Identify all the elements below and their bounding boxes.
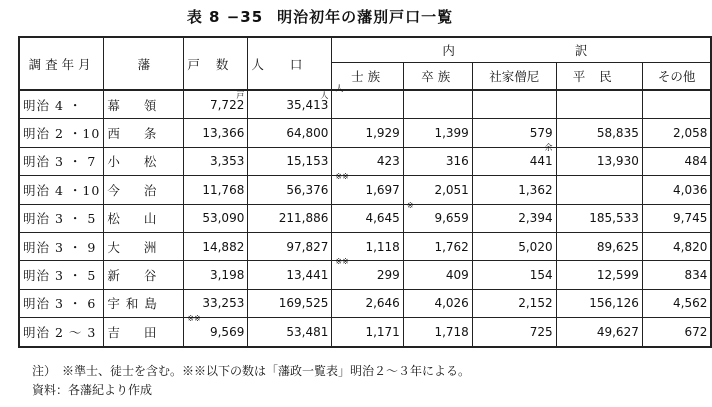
- population-table: [18, 36, 712, 348]
- table-row: [19, 90, 711, 119]
- header-date: 調査年月: [19, 37, 104, 90]
- cell-heimin: [556, 176, 642, 204]
- table-title: [0, 6, 640, 27]
- cell-han: 宇和島: [104, 289, 184, 317]
- cell-heimin: 89,625: [556, 232, 642, 260]
- unit-households: 戸: [236, 91, 245, 100]
- cell-heimin: 156,126: [556, 289, 642, 317]
- header-breakdown: 内訳: [332, 37, 712, 63]
- cell-shizoku: 1,929: [332, 119, 403, 147]
- cell-households: 13,366: [184, 119, 248, 147]
- table-caption: 明治初年の藩別戸口一覧: [277, 8, 454, 26]
- cell-date: 明治 3 ・ 7: [19, 147, 104, 175]
- cell-shake: 579 余: [472, 119, 556, 147]
- cell-population: 56,376: [248, 176, 332, 204]
- table-row: [19, 176, 711, 204]
- footnote: 注） ※準士、徒士を含む。※※以下の数は「藩政一覧表」明治２〜３年による。: [32, 364, 471, 378]
- cell-other: 4,562: [642, 289, 711, 317]
- cell-households: 33,253 ※※: [184, 289, 248, 317]
- cell-heimin: [556, 90, 642, 119]
- cell-shake: 725: [472, 318, 556, 347]
- table-notes: [32, 362, 470, 400]
- cell-households: 14,882: [184, 232, 248, 260]
- cell-han: 新谷: [104, 261, 184, 289]
- cell-shake: [472, 90, 556, 119]
- cell-han: 西条: [104, 119, 184, 147]
- cell-sotsuzoku: 1,718: [403, 318, 472, 347]
- cell-households: 3,198: [184, 261, 248, 289]
- cell-han: 大洲: [104, 232, 184, 260]
- cell-heimin: 13,930: [556, 147, 642, 175]
- cell-other: 672: [642, 318, 711, 347]
- cell-shizoku: 2,646: [332, 289, 403, 317]
- cell-households: 3,353: [184, 147, 248, 175]
- table-row: [19, 289, 711, 317]
- cell-shizoku: 1,697: [332, 176, 403, 204]
- double-asterisk-mark: ※※: [335, 257, 349, 267]
- cell-population: 211,886: [248, 204, 332, 232]
- cell-han: 吉田: [104, 318, 184, 347]
- cell-sotsuzoku: 2,051 ※: [403, 176, 472, 204]
- cell-shizoku: 423 ※※: [332, 147, 403, 175]
- header-shake: 社家僧尼: [472, 63, 556, 91]
- cell-shizoku: 4,645: [332, 204, 403, 232]
- cell-date: 明治 3 ・ 5: [19, 261, 104, 289]
- unit-shizoku: 人: [335, 84, 344, 93]
- cell-shake: 154: [472, 261, 556, 289]
- double-asterisk-mark: ※※: [335, 172, 349, 182]
- cell-heimin: 185,533: [556, 204, 642, 232]
- cell-date: 明治 3 ・ 6: [19, 289, 104, 317]
- table-row: [19, 204, 711, 232]
- table-row: [19, 147, 711, 175]
- source-note: 資料：各藩紀より作成: [32, 383, 153, 397]
- header-heimin: 平民: [556, 63, 642, 91]
- cell-other: 4,820: [642, 232, 711, 260]
- cell-other: 484: [642, 147, 711, 175]
- cell-population: 97,827: [248, 232, 332, 260]
- table-row: [19, 119, 711, 147]
- table-row: [19, 232, 711, 260]
- cell-date: 明治 2 ・10: [19, 119, 104, 147]
- cell-shake: 5,020: [472, 232, 556, 260]
- table-row: [19, 318, 711, 347]
- cell-other: 4,036: [642, 176, 711, 204]
- cell-han: 幕領: [104, 90, 184, 119]
- cell-shake: 1,362: [472, 176, 556, 204]
- cell-other: [642, 90, 711, 119]
- remainder-mark: 余: [544, 142, 553, 152]
- cell-population: 人 35,413: [248, 90, 332, 119]
- cell-households: 11,768: [184, 176, 248, 204]
- cell-households: 9,569: [184, 318, 248, 347]
- cell-other: 834: [642, 261, 711, 289]
- cell-sotsuzoku: 1,399: [403, 119, 472, 147]
- cell-han: 今治: [104, 176, 184, 204]
- header-other: その他: [642, 63, 711, 91]
- header-shizoku: 士族: [332, 63, 403, 91]
- cell-date: 明治 3 ・ 9: [19, 232, 104, 260]
- cell-shake: 441: [472, 147, 556, 175]
- cell-sotsuzoku: 409: [403, 261, 472, 289]
- cell-population: 13,441: [248, 261, 332, 289]
- double-asterisk-mark: ※※: [187, 314, 201, 324]
- cell-heimin: 12,599: [556, 261, 642, 289]
- header-households: 戸数: [184, 37, 248, 90]
- cell-heimin: 58,835: [556, 119, 642, 147]
- cell-population: 15,153: [248, 147, 332, 175]
- cell-sotsuzoku: 9,659: [403, 204, 472, 232]
- cell-han: 松山: [104, 204, 184, 232]
- cell-population: 53,481: [248, 318, 332, 347]
- cell-sotsuzoku: 1,762: [403, 232, 472, 260]
- cell-shizoku: 299: [332, 261, 403, 289]
- unit-population: 人: [320, 91, 329, 100]
- header-sotsuzoku: 卒族: [403, 63, 472, 91]
- cell-population: 64,800: [248, 119, 332, 147]
- cell-sotsuzoku: [403, 90, 472, 119]
- cell-shizoku: 1,171: [332, 318, 403, 347]
- cell-population: 169,525: [248, 289, 332, 317]
- cell-date: 明治 4 ・: [19, 90, 104, 119]
- cell-other: 2,058: [642, 119, 711, 147]
- cell-shake: 2,152: [472, 289, 556, 317]
- cell-shizoku: [332, 84, 403, 119]
- cell-date: 明治 4 ・10: [19, 176, 104, 204]
- table-row: [19, 261, 711, 289]
- cell-han: 小松: [104, 147, 184, 175]
- cell-heimin: 49,627: [556, 318, 642, 347]
- cell-sotsuzoku: 316: [403, 147, 472, 175]
- cell-date: 明治 3 ・ 5: [19, 204, 104, 232]
- header-han: 藩: [104, 37, 184, 90]
- cell-sotsuzoku: 4,026: [403, 289, 472, 317]
- cell-households: 戸 7,722: [184, 90, 248, 119]
- cell-households: 53,090: [184, 204, 248, 232]
- cell-shizoku: 1,118 ※※: [332, 232, 403, 260]
- table-number: 表 8 −35: [186, 8, 264, 26]
- cell-other: 9,745: [642, 204, 711, 232]
- asterisk-mark: ※: [406, 200, 414, 210]
- cell-shake: 2,394: [472, 204, 556, 232]
- header-population: 人口: [248, 37, 332, 90]
- cell-date: 明治 2 〜 3: [19, 318, 104, 347]
